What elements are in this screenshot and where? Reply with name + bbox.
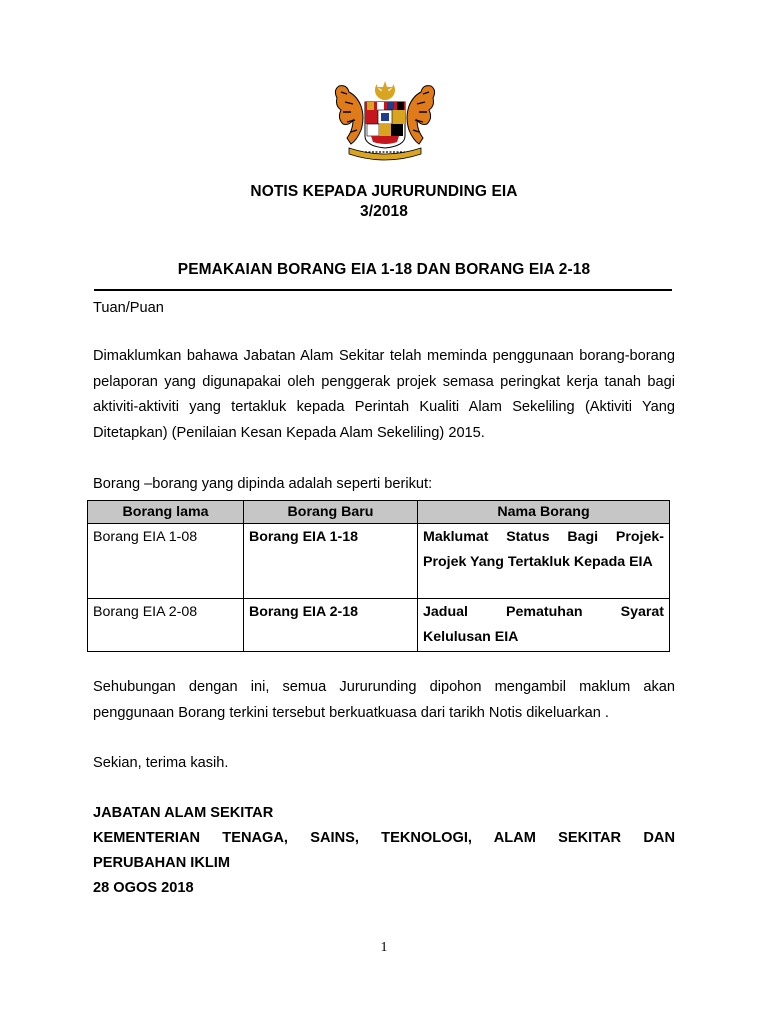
notice-title: NOTIS KEPADA JURURUNDING EIA [250,183,518,200]
table-cell-old-form: Borang EIA 2-08 [88,599,244,652]
table-cell-old-form: Borang EIA 1-08 [88,524,244,599]
body-paragraph-2: Borang –borang yang dipinda adalah seperti berikut: [93,476,433,492]
signature-ministry-line-1: KEMENTERIAN TENAGA, SAINS, TEKNOLOGI, ALAM SEKITAR DAN [93,830,675,846]
notice-subject: PEMAKAIAN BORANG EIA 1-18 DAN BORANG EIA 2-18 [177,261,591,278]
table-cell-form-name: Jadual Pematuhan Syarat Kelulusan EIA [418,599,670,652]
table-header-cell: Nama Borang [418,501,670,524]
notice-number: 3/2018 [359,203,408,220]
body-paragraph-1: Dimaklumkan bahawa Jabatan Alam Sekitar telah meminda penggunaan borang-borang pelaporan yang digunapakai oleh penggerak projek semasa peringkat kerja tanah bagi aktiviti-aktiviti yang tertakluk kepada Perintah Kualiti Alam Sekeliling (Aktiviti Yang Ditetapkan) (Penilaian Kesan Kepada Alam Sekeliling) 2015. [93,348,675,441]
signature-date: 28 OGOS 2018 [93,880,194,896]
table-cell-new-form: Borang EIA 1-18 [244,524,418,599]
malaysia-coat-of-arms-emblem [327,78,443,162]
table-header-cell: Borang lama [88,501,244,524]
table-row [88,524,670,599]
table-cell-form-name: Maklumat Status Bagi Projek-Projek Yang Tertakluk Kepada EIA [418,524,670,599]
body-paragraph-3: Sehubungan dengan ini, semua Jururunding dipohon mengambil maklum akan penggunaan Borang terkini tersebut berkuatkuasa dari tarikh Notis dikeluarkan . [93,679,675,721]
page-number: 1 [380,940,388,955]
subject-underline-divider [94,289,672,291]
table-cell-new-form: Borang EIA 2-18 [244,599,418,652]
table-header-cell: Borang Baru [244,501,418,524]
signature-ministry-line-2: PERUBAHAN IKLIM [93,855,231,871]
table-header-row [88,501,670,524]
signature-department: JABATAN ALAM SEKITAR [93,805,274,821]
forms-table [87,500,670,652]
closing-line: Sekian, terima kasih. [93,755,229,771]
greeting: Tuan/Puan [93,300,164,316]
table-row [88,599,670,652]
